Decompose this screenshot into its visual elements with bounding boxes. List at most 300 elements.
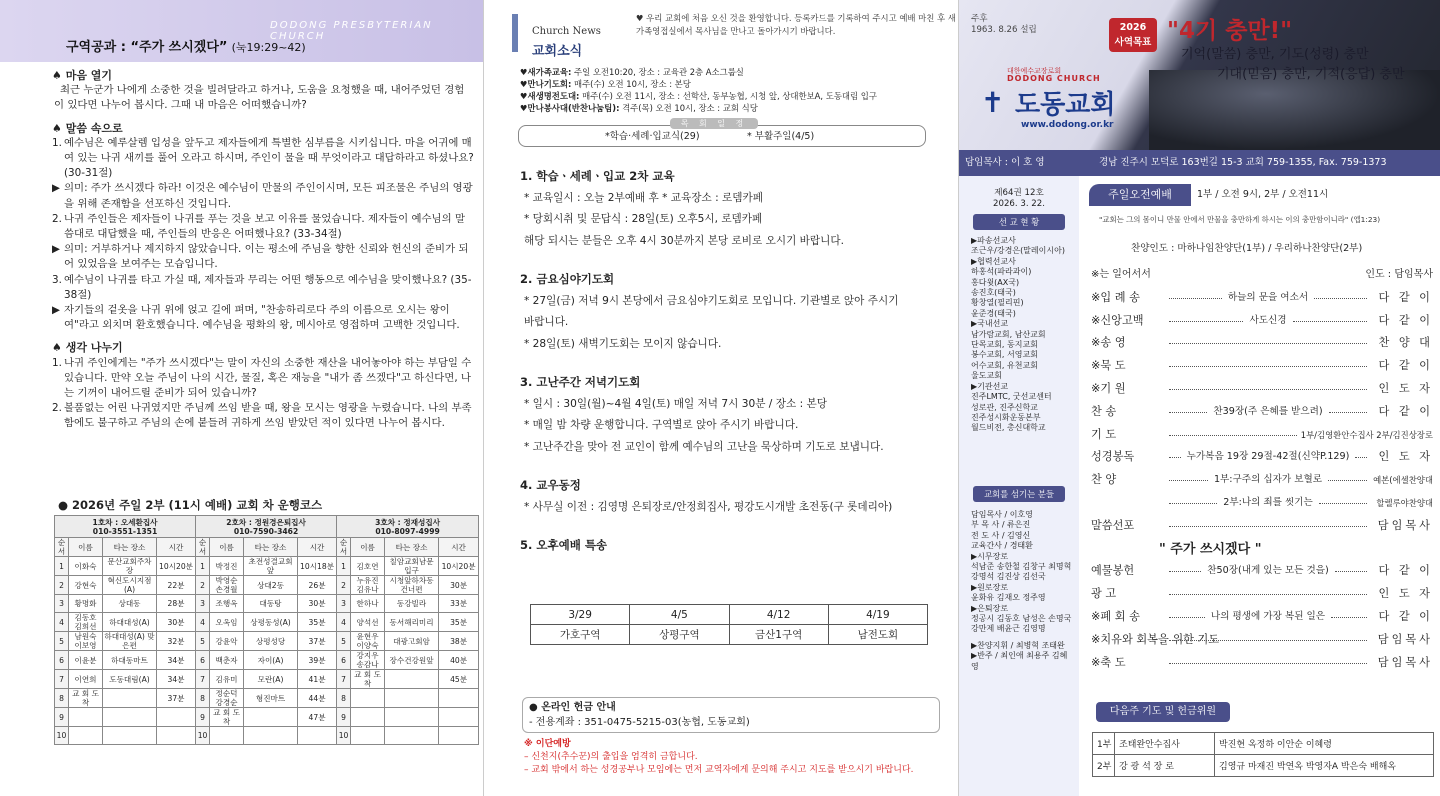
- question-marker: 2.: [52, 212, 62, 225]
- meeting-detail: 격주(목) 오전 10시, 장소 : 교회 식당: [619, 103, 758, 113]
- church-info-bar: [959, 150, 1440, 176]
- table-cell: 정순덕 강경순: [210, 689, 244, 708]
- table-cell: 하대대성(A) 맞은편: [104, 632, 155, 650]
- founded-value: 1963. 8.26 설립: [971, 25, 1037, 35]
- table-cell: 모란(A): [244, 670, 298, 689]
- question-marker: 3.: [52, 273, 62, 286]
- issue-info: [959, 188, 1079, 210]
- lesson-header: [0, 0, 483, 62]
- table-cell: [244, 708, 298, 727]
- list-item: 어수교회, 유천교회: [971, 360, 1038, 370]
- order-leader: 다 같 이: [1378, 359, 1433, 373]
- table-cell: 하대동마트: [103, 651, 157, 670]
- list-item: 윤준경(태국): [971, 308, 1016, 318]
- song-date: 4/19: [828, 605, 927, 625]
- table-cell: 5: [337, 632, 351, 651]
- church-logo: [971, 66, 1141, 132]
- table-cell: 47분: [298, 708, 337, 727]
- list-item: 성로관, 진주신학교: [971, 402, 1038, 412]
- list-item: 교육간사 / 경태환: [971, 541, 1033, 551]
- schedule-item: * 부활주일(4/5): [747, 131, 815, 142]
- table-cell: 2: [337, 576, 351, 595]
- table-cell: 박진현 옥정하 이안순 이혜령: [1215, 733, 1434, 755]
- news-heading: 4. 교우동정: [520, 478, 581, 492]
- meetings-list: [520, 66, 958, 114]
- table-row: [55, 632, 479, 651]
- table-cell: 7: [55, 670, 69, 689]
- list-item: 윤화유 김재오 정주영: [971, 593, 1046, 603]
- table-cell: 30분: [157, 613, 196, 632]
- bus-group-header: [337, 516, 479, 538]
- table-row: [55, 670, 479, 689]
- logo-english-name: DODONG CHURCH: [1007, 74, 1101, 83]
- table-cell: 38분: [439, 632, 479, 651]
- worship-row: [1091, 446, 1433, 469]
- list-item: ▶찬양지휘 / 최병혁 조태완: [971, 640, 1065, 650]
- table-cell: 44분: [298, 689, 337, 708]
- issue-date: 2026. 3. 22.: [993, 199, 1045, 209]
- dotted-leader: [1293, 310, 1367, 322]
- order-item: [1091, 492, 1165, 515]
- dotted-leader: [1355, 446, 1367, 458]
- column-header: 이름: [351, 538, 385, 557]
- table-cell: 이윤분: [69, 651, 103, 670]
- meeting-name: ♥만나기도회:: [520, 79, 572, 89]
- table-cell: 강윤악: [210, 632, 244, 651]
- table-cell: 조행옥: [210, 595, 244, 613]
- column-header: 시간: [439, 538, 479, 557]
- table-cell: [351, 727, 385, 745]
- table-cell: 10: [196, 727, 210, 745]
- dotted-leader: [1169, 332, 1367, 344]
- table-row: [531, 605, 928, 625]
- worship-rows: [1091, 264, 1433, 674]
- table-cell: 장수건강원앞: [385, 651, 439, 670]
- sermon-title: " 주가 쓰시겠다 ": [1159, 542, 1262, 557]
- table-row: [55, 576, 479, 595]
- worship-row: [1091, 629, 1433, 652]
- founded-date: [971, 14, 1037, 36]
- dotted-leader: [1169, 652, 1367, 664]
- church-news-logo: [504, 10, 622, 62]
- next-week-heading: 다음주 기도 및 헌금위원: [1096, 702, 1230, 722]
- list-item: 봉수교회, 서영교회: [971, 350, 1038, 360]
- table-cell: 상대2동: [244, 576, 298, 595]
- column-header: 순서: [55, 538, 69, 557]
- column-header: 이름: [69, 538, 103, 557]
- founded-label: 주후: [971, 14, 988, 24]
- table-cell: 김호연: [351, 557, 385, 576]
- song-date: 4/12: [729, 605, 828, 625]
- table-cell: 강현숙: [69, 576, 103, 595]
- cross-icon: ✝: [981, 86, 1005, 119]
- order-leader: 다 같 이: [1378, 313, 1434, 327]
- table-cell: 34분: [157, 670, 196, 689]
- praise-leaders: 찬양인도 : 마하나임찬양단(1부) / 우리하나찬양단(2부): [1131, 243, 1363, 254]
- meeting-detail: 주일 오전10:20, 장소 : 교육관 2층 A소그룹실: [571, 67, 744, 77]
- question-marker: ▶: [52, 182, 60, 195]
- list-item: ▶반주 / 최인애 최용주 김혜영: [971, 651, 1068, 671]
- dotted-leader: [1169, 355, 1367, 367]
- logo-denomination: 대한예수교장로회: [1007, 67, 1062, 75]
- table-cell: 1: [196, 557, 210, 576]
- order-content: 찬39장(주 은혜를 받으려): [1213, 405, 1323, 417]
- table-cell: 2: [196, 576, 210, 595]
- news-item: * 고난주간을 맞아 전 교인이 함께 예수님의 고난을 묵상하며 기도로 보냅니다.: [524, 440, 884, 453]
- warning-title: ※ 이단예방: [524, 739, 571, 749]
- order-leader: 인 도 자: [1378, 381, 1433, 395]
- order-item: ※치유와 회복을 위한 기도: [1091, 632, 1220, 646]
- stand-note: ※는 일어서서: [1091, 269, 1151, 280]
- table-cell: 형진마트: [244, 689, 298, 708]
- dotted-leader: [1169, 583, 1367, 595]
- order-leader: 인 도 자: [1378, 587, 1433, 601]
- column-header: 시간: [157, 538, 196, 557]
- news-heading: 1. 학습ㆍ세례ㆍ입교 2차 교육: [520, 169, 675, 183]
- bus-route-table: [54, 515, 479, 745]
- issue-number: 제64권 12호: [994, 188, 1044, 198]
- question-item: [52, 303, 474, 333]
- worship-row: [1091, 560, 1433, 583]
- table-cell: 한하나: [351, 595, 385, 613]
- table-row: [55, 708, 479, 727]
- dotted-leader: [1314, 287, 1367, 299]
- table-cell: 10: [55, 727, 69, 745]
- table-cell: 강지우 송감나: [351, 651, 385, 670]
- table-row: [55, 689, 479, 708]
- list-item: ▶시무장로: [971, 551, 1009, 561]
- list-item: 남가람교회, 남산교회: [971, 329, 1046, 339]
- news-item: * 교육일시 : 오늘 2부예배 후 * 교육장소 : 로뎀카페: [524, 191, 763, 204]
- order-item: ※기 원: [1091, 381, 1126, 395]
- table-cell: [298, 727, 337, 745]
- list-item: ▶협력선교사: [971, 256, 1016, 266]
- table-cell: 1부: [1093, 733, 1115, 755]
- worship-row: [1091, 378, 1433, 401]
- section-text: 최근 누군가 나에게 소중한 것을 빌려달라고 하거나, 도움을 요청했을 때, 내어주었던 경험이 있다면 나누어 봅시다. 그때 내 마음은 어떠했습니까?: [54, 84, 465, 112]
- cover-panel: [958, 0, 1440, 796]
- order-item: 성경봉독: [1091, 450, 1135, 464]
- table-cell: 김유미: [210, 670, 244, 689]
- question-marker: ▶: [52, 243, 60, 256]
- table-cell: 30분: [298, 595, 337, 613]
- table-cell: 조태완안수집사: [1115, 733, 1215, 755]
- table-cell: 40분: [439, 651, 479, 670]
- worship-row: [1091, 538, 1433, 561]
- schedule-label: 목 회 일 정: [670, 118, 758, 129]
- offering-title: ● 온라인 헌금 안내: [529, 702, 616, 713]
- table-cell: 28분: [157, 595, 196, 613]
- worship-title: 주일오전예배: [1089, 184, 1191, 206]
- table-cell: 이연희: [69, 670, 103, 689]
- table-cell: 5: [55, 632, 69, 651]
- cover-banner: [959, 0, 1440, 150]
- table-cell: 교 회 도 착: [351, 670, 385, 689]
- news-item: * 매일 밤 차량 운행합니다. 구역별로 앉아 주시기 바랍니다.: [524, 419, 799, 431]
- question-text: 예수님이 나귀를 타고 가실 때, 제자들과 무리는 어떤 행동으로 예수님을 맞이했나요? (35-38절): [64, 273, 472, 301]
- list-item: 진주LMTC, 굿선교센터: [971, 392, 1052, 402]
- question-item: [52, 212, 474, 242]
- question-text: 볼품없는 어린 나귀였지만 주님께 쓰임 받을 때, 왕을 모시는 영광을 누렸습니다. 나의 부족함에도 불구하고 주님의 손에 붙들려 귀하게 쓰임 받았던 적이 있다면 나누어 봅시다.: [64, 402, 472, 430]
- table-cell: [385, 689, 439, 708]
- bus-phone: 010-8097-4999: [375, 526, 440, 536]
- order-content: 1부:구주의 십자가 보혈로: [1213, 474, 1323, 486]
- dotted-leader: [1169, 310, 1243, 322]
- table-cell: 10시18분: [298, 557, 337, 576]
- dotted-leader: [1169, 492, 1217, 504]
- question-item: [52, 356, 474, 402]
- order-content: 나의 평생에 가장 복된 일은: [1210, 610, 1326, 622]
- table-cell: 동서해리미리: [385, 613, 439, 632]
- worship-row: [1091, 332, 1433, 355]
- lesson-body: [52, 68, 474, 432]
- table-cell: 3: [337, 595, 351, 613]
- news-item: 바랍니다.: [524, 316, 569, 328]
- table-cell: 남원숙 이보영: [69, 632, 103, 651]
- question-text: 의미: 주가 쓰시겠다 하라! 이것은 예수님이 만물의 주인이시며, 모든 피조물은 주님의 영광을 위해 존재함을 선포하신 것입니다.: [64, 182, 473, 210]
- table-cell: [385, 727, 439, 745]
- table-cell: 5: [196, 632, 210, 651]
- table-cell: 이화숙: [69, 557, 103, 576]
- table-cell: 4: [337, 613, 351, 632]
- table-row: [531, 625, 928, 645]
- order-leader: 다 같 이: [1378, 609, 1433, 623]
- song-group: 금산1구역: [729, 625, 828, 645]
- goal-line: 기억(말씀) 충만, 기도(성령) 충만: [1181, 47, 1369, 62]
- bus-phone: 010-3551-1351: [92, 526, 158, 536]
- dotted-leader: [1169, 401, 1207, 413]
- list-item: 석남준 송한철 김창구 최명혁: [971, 562, 1072, 572]
- dotted-leader: [1169, 560, 1201, 572]
- table-cell: 45분: [439, 670, 479, 689]
- worship-row: [1091, 583, 1433, 606]
- meeting-item: [520, 90, 958, 102]
- table-cell: 윤현우 이양숙: [351, 632, 385, 651]
- order-content: 사도신경: [1249, 314, 1287, 326]
- mission-heading: 선 교 현 황: [973, 214, 1065, 230]
- table-cell: 39분: [298, 651, 337, 670]
- worship-row: [1091, 401, 1433, 424]
- senior-pastor: 담임목사 : 이 호 영: [965, 157, 1045, 168]
- column-header: 이름: [210, 538, 244, 557]
- table-cell: 초전성결교회앞: [244, 557, 298, 576]
- congregation-photo: [1149, 70, 1440, 150]
- order-leader: 담임목사: [1377, 518, 1433, 532]
- table-cell: [385, 670, 439, 689]
- order-item: 찬 양: [1091, 473, 1117, 487]
- table-cell: 8: [55, 689, 69, 708]
- list-item: 홍다윗(AX국): [971, 277, 1020, 287]
- bus-group-header: [196, 516, 337, 538]
- order-item: 찬 송: [1091, 404, 1117, 418]
- dotted-leader: [1328, 469, 1367, 481]
- table-cell: 7: [337, 670, 351, 689]
- table-cell: 대광고회암: [385, 632, 439, 651]
- list-item: 부 목 사 / 류은진: [971, 520, 1031, 530]
- list-item: 정공시 김동호 남성은 손명국: [971, 614, 1072, 624]
- table-cell: [103, 689, 157, 708]
- table-cell: 3: [196, 595, 210, 613]
- table-cell: 상평동성(A): [244, 613, 298, 632]
- table-cell: 33분: [439, 595, 479, 613]
- dotted-leader: [1169, 287, 1222, 299]
- section-heading: ♠ 마음 열기: [52, 69, 113, 82]
- mission-list: [971, 236, 1075, 434]
- table-cell: 32분: [157, 632, 196, 651]
- next-week-table: [1092, 732, 1434, 777]
- table-cell: 동강빌라: [385, 595, 439, 613]
- question-text: 의미: 거부하거나 제지하지 않았습니다. 이는 평소에 주님을 향한 신뢰와 헌신의 준비가 되어 있었음을 보여주는 모습입니다.: [64, 243, 469, 271]
- table-cell: 양석선: [351, 613, 385, 632]
- dotted-leader: [1169, 424, 1297, 436]
- table-cell: 상대동: [103, 595, 157, 613]
- heresy-warning: [524, 738, 913, 777]
- table-cell: 8: [196, 689, 210, 708]
- order-item: 예물봉헌: [1091, 564, 1135, 578]
- meeting-detail: 매주(수) 오전 10시, 장소 : 본당: [571, 79, 691, 89]
- table-cell: 6: [337, 651, 351, 670]
- order-item: 말씀선포: [1091, 518, 1135, 532]
- worship-row: [1091, 652, 1433, 675]
- meeting-item: [520, 78, 958, 90]
- section-heading: ♠ 생각 나누기: [52, 341, 123, 355]
- bus-driver: 1호차 : 오세환집사: [92, 517, 158, 527]
- schedule-item: *학습·세례·입교식(29): [605, 131, 700, 142]
- list-item: 하홍석(파라과이): [971, 267, 1032, 277]
- logo-bar-icon: [512, 14, 518, 52]
- news-list: [520, 166, 950, 557]
- dotted-leader: [1331, 606, 1367, 618]
- list-item: 강명석 김진상 김선국: [971, 572, 1046, 582]
- table-cell: 30분: [439, 576, 479, 595]
- column-header: 순서: [196, 538, 210, 557]
- column-header: 시간: [298, 538, 337, 557]
- table-cell: 2: [55, 576, 69, 595]
- question-item: [52, 181, 474, 211]
- logo-church-name: 도동교회: [1015, 90, 1116, 120]
- question-text: 나귀 주인에게는 "주가 쓰시겠다"는 말이 자신의 소중한 재산을 내어놓아야 하는 부담일 수 있습니다. 만약 오늘 주님이 나의 시간, 물질, 혹은 재능을 "내가 좀 쓰겠다"고 하신다면, 나는 기꺼이 내어드릴 준비가 되어 있습니까?: [64, 356, 472, 400]
- dotted-leader: [1319, 492, 1367, 504]
- song-group: 가호구역: [531, 625, 630, 645]
- question-item: [52, 273, 474, 303]
- table-cell: [69, 708, 103, 727]
- table-cell: 자이(A): [244, 651, 298, 670]
- worship-time: 1부 / 오전 9시, 2부 / 오전11시: [1197, 189, 1329, 200]
- news-item: * 당회시취 및 문답식 : 28일(토) 오후5시, 로뎀카페: [524, 213, 763, 225]
- dotted-leader: [1169, 378, 1367, 390]
- table-cell: [210, 727, 244, 745]
- news-heading: 2. 금요심야기도회: [520, 272, 615, 286]
- dotted-leader: [1169, 515, 1367, 527]
- order-item: ※묵 도: [1091, 359, 1126, 373]
- table-cell: [439, 708, 479, 727]
- table-cell: 하대대성(A): [103, 613, 157, 632]
- list-item: ▶국내선교: [971, 319, 1009, 329]
- worship-note-row: [1091, 264, 1433, 287]
- table-row: [55, 651, 479, 670]
- goal-headline: "4기 충만!": [1167, 18, 1293, 44]
- table-cell: 교 회 도 착: [69, 689, 103, 708]
- table-cell: 37분: [298, 632, 337, 651]
- table-cell: 박영순 손경월: [210, 576, 244, 595]
- table-cell: 35분: [298, 613, 337, 632]
- news-item: 해당 되시는 분들은 오후 4시 30분까지 본당 로비로 오시기 바랍니다.: [524, 234, 844, 247]
- table-cell: 상평성당: [244, 632, 298, 651]
- list-item: 조근우/강경은(말레이시아): [971, 246, 1065, 256]
- order-leader: 담임목사: [1377, 632, 1433, 646]
- table-cell: 김영규 마재진 박연옥 박영자A 박은숙 배해옥: [1215, 755, 1434, 777]
- table-cell: 6: [55, 651, 69, 670]
- worship-row: [1091, 515, 1433, 538]
- song-group: 남전도회: [828, 625, 927, 645]
- order-leader: 다 같 이: [1378, 404, 1434, 418]
- question-list: [52, 136, 474, 334]
- order-content: 2부:나의 죄를 씻기는: [1223, 496, 1313, 508]
- worship-row: [1091, 424, 1433, 447]
- table-cell: [385, 708, 439, 727]
- bus-driver: 3호차 : 정재성집사: [375, 517, 441, 527]
- table-cell: 황명화: [69, 595, 103, 613]
- dotted-leader: [1169, 446, 1181, 458]
- news-heading: 3. 고난주간 저녁기도회: [520, 375, 641, 389]
- order-content: 하늘의 문을 여소서: [1227, 291, 1309, 303]
- list-item: ▶파송선교사: [971, 236, 1016, 245]
- goal-badge: [1109, 18, 1157, 52]
- table-cell: 박정진: [210, 557, 244, 576]
- dotted-leader: [1335, 560, 1367, 572]
- lesson-reference: (눅19:29~42): [231, 41, 306, 54]
- bus-group-header: [55, 516, 196, 538]
- news-heading: 5. 오후예배 특송: [520, 538, 608, 552]
- pastoral-schedule: [518, 118, 926, 148]
- staff-list: [971, 510, 1075, 672]
- list-item: 강만제 배윤근 김영명: [971, 624, 1046, 634]
- bus-driver: 2호차 : 정원경은퇴집사: [226, 517, 306, 527]
- table-cell: 37분: [157, 689, 196, 708]
- question-marker: ▶: [52, 304, 60, 317]
- question-item: [52, 401, 474, 431]
- table-cell: [103, 727, 157, 745]
- meeting-item: [520, 66, 958, 78]
- table-cell: 4: [196, 613, 210, 632]
- list-item: 전 도 사 / 김영신: [971, 530, 1031, 540]
- question-marker: 1.: [52, 356, 62, 369]
- dotted-leader: [1329, 401, 1367, 413]
- table-row: [55, 727, 479, 745]
- table-cell: 9: [196, 708, 210, 727]
- table-cell: 9: [337, 708, 351, 727]
- dotted-leader: [1169, 606, 1205, 618]
- table-cell: 도동대림(A): [103, 670, 157, 689]
- table-cell: 문산교회주차장: [103, 557, 157, 576]
- list-item: 월드비전, 총신대학교: [971, 423, 1046, 433]
- order-leader: 할렐루야찬양대: [1376, 497, 1434, 508]
- question-list: [52, 356, 474, 432]
- table-row: [55, 516, 479, 538]
- column-header: 순서: [337, 538, 351, 557]
- table-cell: 1: [337, 557, 351, 576]
- warning-line: – 신천지(추수꾼)의 출입을 엄격히 금합니다.: [524, 752, 698, 762]
- church-website[interactable]: www.dodong.or.kr: [1021, 120, 1114, 130]
- leader-note: 인도 : 담임목사: [1365, 269, 1433, 280]
- table-cell: 칠암교회남문입구: [385, 557, 439, 576]
- question-text: 나귀 주인들은 제자들이 나귀를 푸는 것을 보고 이유를 물었습니다. 제자들이 예수님의 말씀대로 대답했을 때, 주인들의 반응은 어떠했나요? (33-34절): [64, 212, 465, 241]
- table-cell: 6: [196, 651, 210, 670]
- table-cell: [103, 708, 157, 727]
- goal-line: 기대(믿음) 충만, 기적(응답) 충만: [1217, 67, 1405, 82]
- column-header: 타는 장소: [244, 538, 298, 557]
- news-panel: [483, 0, 958, 796]
